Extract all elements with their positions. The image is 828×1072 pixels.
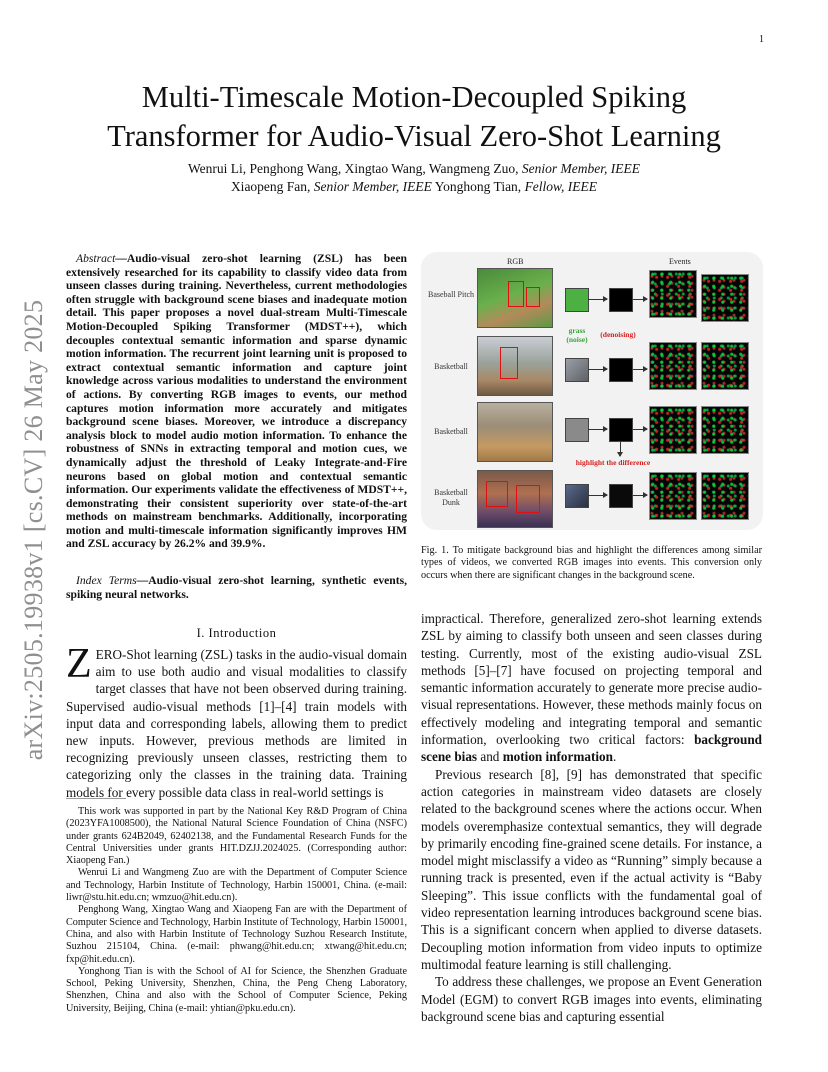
introduction-paragraph xyxy=(66,641,407,801)
event-frame xyxy=(649,342,697,390)
right-column-body xyxy=(421,610,762,1025)
term-motion-information: motion information xyxy=(502,749,613,765)
arrow-right xyxy=(633,429,647,430)
footnote-funding: This work was supported in part by the National Key R&D Program of China (2023YFA1008500), the National Natural Science Foundation of China (NSFC) under grants 624B2049, 62402138, and the Fundamental Research Funds for the Central Universities under grants HIT.DZJJ.2024025. (Corresponding author: Xiaopeng Fan.) xyxy=(66,806,407,867)
detection-box xyxy=(486,481,508,507)
row-label-basketball-1: Basketball xyxy=(434,362,468,371)
event-frame xyxy=(649,406,697,454)
note-highlight-difference: highlight the difference xyxy=(575,458,651,467)
note-noise-text: (noise) xyxy=(566,335,588,344)
term-background-scene-bias: background scene bias xyxy=(421,732,763,765)
event-frame xyxy=(701,342,749,390)
denoised-black-swatch xyxy=(609,358,633,382)
event-frame xyxy=(649,472,697,520)
figure-col-events: Events xyxy=(669,257,691,266)
rgb-frame-baseball xyxy=(477,268,553,328)
court-patch-swatch xyxy=(565,358,589,382)
figure-caption: Fig. 1. To mitigate background bias and highlight the differences among similar types of videos, we converted RGB images into events. This conversion only occurs when there are significant changes in the background scene. xyxy=(421,545,762,581)
note-grass xyxy=(557,326,597,344)
row-label-basketball-2: Basketball xyxy=(434,427,468,436)
footnote-affiliation-1: Wenrui Li and Wangmeng Zuo are with the Department of Computer Science and Technology, Harbin Institute of Technology, Harbin 150001, China. (e-mail: liwr@stu.hit.edu.cn; wmzuo@hit.edu.cn). xyxy=(66,867,407,904)
gray-patch-swatch xyxy=(565,418,589,442)
footnotes xyxy=(66,806,407,1015)
title-line-2: Transformer for Audio-Visual Zero-Shot Learning xyxy=(107,119,721,153)
author-role-3: Fellow, IEEE xyxy=(524,179,598,194)
arrow-right xyxy=(588,429,607,430)
figure-col-rgb: RGB xyxy=(507,257,524,266)
arrow-right xyxy=(633,495,647,496)
rgb-frame-basketball-2 xyxy=(477,402,553,462)
arrow-down xyxy=(620,442,621,456)
arrow-right xyxy=(633,369,647,370)
page-number: 1 xyxy=(759,34,764,45)
denoised-black-swatch xyxy=(609,418,633,442)
event-frame xyxy=(701,472,749,520)
title-line-1: Multi-Timescale Motion-Decoupled Spiking xyxy=(141,80,687,114)
footnote-affiliation-2: Penghong Wang, Xingtao Wang and Xiaopeng Fan are with the Department of Computer Science and Technology, Harbin Institute of Technology, Harbin 150001, China, and also with Harbin Institute of Technology Suzhou Research Institute, Suzhou 215104, China. (e-mail: phwang@hit.edu.cn; xtwang@hit.edu.cn; fxp@hit.edu.cn). xyxy=(66,904,407,965)
event-frame xyxy=(701,274,749,322)
paragraph-1 xyxy=(421,610,762,766)
detection-box xyxy=(516,485,540,513)
note-denoising: (denoising) xyxy=(600,330,636,339)
p1-text: impractical. Therefore, generalized zero-shot learning extends ZSL by aiming to classify both unseen and seen classes during testing. Currently, most of the existing audio-visual ZSL methods [5]–[7] have focused on projecting temporal and semantic information accurately to generate more precise audio-visual representations. However, these methods mainly focus on effectively modeling and integrating temporal and semantic information, overlooking two critical factors: xyxy=(421,611,762,748)
p1-and: and xyxy=(480,749,500,765)
author-list xyxy=(0,160,828,196)
crowd-patch-swatch xyxy=(565,484,589,508)
index-terms-text: —Audio-visual zero-shot learning, synthetic events, spiking neural networks. xyxy=(66,574,408,601)
arrow-right xyxy=(588,369,607,370)
author-name-fan: Xiaopeng Fan, xyxy=(230,179,311,194)
event-patch-swatch xyxy=(609,484,633,508)
author-role-2: Senior Member, IEEE xyxy=(313,179,432,194)
abstract-text: —Audio-visual zero-shot learning (ZSL) has been extensively researched for its capability to classify video data from unseen classes during training. Nevertheless, current methodologies often struggle with background scene biases and inadequate motion detail. This paper proposes a novel dual-stream Multi-Timescale Motion-Decoupled Spiking Transformer (MDST++), which decouples contextual semantic information and sparse dynamic motion information. The recurrent joint learning unit is proposed to extract contextual semantic information and capture joint knowledge across various modalities to understand the environment of actions. By converting RGB images to events, our method captures motion information more accurately and mitigates background scene biases. Moreover, we introduce a discrepancy analysis block to model audio motion information. To enhance the robustness of SNNs in extracting temporal and motion cues, we dynamically adjust the threshold of Leaky Integrate-and-Fire neurons based on global motion and contextual semantic information. Our experiments validate the effectiveness of MDST++, demonstrating their consistent superiority over state-of-the-art methods on mainstream benchmarks. Additionally, incorporating motion and multi-timescale information significantly improves HM and ZSL accuracy by 26.2% and 39.9%. xyxy=(66,252,407,551)
arrow-right xyxy=(633,299,647,300)
note-grass-text: grass xyxy=(568,326,586,335)
rgb-frame-basketball-1 xyxy=(477,336,553,396)
detection-box xyxy=(526,287,540,307)
paper-title xyxy=(0,78,828,156)
arxiv-stamp: arXiv:2505.19938v1 [cs.CV] 26 May 2025 xyxy=(19,299,48,761)
intro-text: ERO-Shot learning (ZSL) tasks in the audio-visual domain aim to use both audio and visual modalities to classify target classes that have not been observed during training. Supervised audio-visual methods [1]–[4] train models with input data and corresponding labels, allowing them to predict new inputs. However, previous methods are limited in recognizing previously unseen classes, restricting them to categorizing only the classes in the training data. Training models for every possible data class in real-world settings is xyxy=(66,647,407,800)
row-label-basketball-dunk: Basketball Dunk xyxy=(434,488,468,507)
event-frame xyxy=(701,406,749,454)
event-frame xyxy=(649,270,697,318)
paragraph-2: Previous research [8], [9] has demonstrated that specific action categories in mainstream video datasets are closely related to the background scenes where the actions occur. When models overemphasize contextual semantics, they will degrade by primarily encoding fine-grained scene details. For instance, a model might misclassify a video as “Running” simply because a running track is presented, even if the actual activity is “Baby Sleeping”. This issue conflicts with the fundamental goal of video representation learning introduces background scene bias. This is a significant concern when applied to diverse datasets. Decoupling motion information from video inputs to optimize multimodal feature learning is still challenging. xyxy=(421,766,762,972)
footnote-divider xyxy=(66,798,126,799)
abstract-label: Abstract xyxy=(76,252,116,265)
denoised-black-swatch xyxy=(609,288,633,312)
drop-cap: Z xyxy=(66,641,92,687)
detection-box xyxy=(508,281,524,307)
index-terms-label: Index Terms xyxy=(76,574,137,587)
abstract xyxy=(66,252,407,551)
grass-patch-swatch xyxy=(565,288,589,312)
p1-end: . xyxy=(612,749,617,765)
index-terms xyxy=(66,574,407,601)
arrow-right xyxy=(588,299,607,300)
row-label-baseball-pitch: Baseball Pitch xyxy=(428,290,474,299)
paragraph-3: To address these challenges, we propose an Event Generation Model (EGM) to convert RGB images into events, eliminating background scene bias and capturing essential xyxy=(421,974,762,1024)
author-role-1: Senior Member, IEEE xyxy=(521,161,640,176)
author-names-1: Wenrui Li, Penghong Wang, Xingtao Wang, Wangmeng Zuo, xyxy=(188,161,519,176)
footnote-affiliation-3: Yonghong Tian is with the School of AI for Science, the Shenzhen Graduate School, Peking University, Shenzhen, China, the Peng Cheng Laboratory, Shenzhen, China and also with the School of Computer Science, Peking University, Beijing, China (e-mail: yhtian@pku.edu.cn). xyxy=(66,965,407,1014)
figure-1 xyxy=(421,252,763,530)
detection-box xyxy=(500,347,518,379)
rgb-frame-basketball-dunk xyxy=(477,470,553,528)
author-name-tian: Yonghong Tian, xyxy=(434,179,522,194)
section-heading-introduction: I. Introduction xyxy=(196,626,277,640)
arrow-right xyxy=(588,495,607,496)
